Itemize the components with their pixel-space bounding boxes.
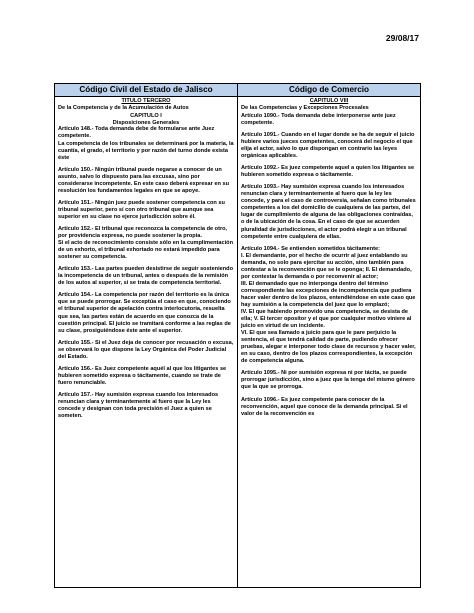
left-article-150: Artículo 150.- Ningún tribunal puede negarse a conocer de un asunto, salvo lo dispuesto para las excusas, sino por considerarse incompetente. En este caso deberá expresar en su resolución los fundamentos legales en que se apoye. xyxy=(58,166,229,194)
right-column-title: Código de Comercio xyxy=(237,84,420,96)
right-article-1093: Artículo 1093.- Hay sumisión expresa cuando los interesados renuncian clara y terminantemente al fuero que la ley les concede, y para el caso de controversia, señalan como tribunales competentes a los del domicilio de cualquiera de las partes, del lugar de cumplimiento de alguna de las obligaciones contraídas, o de la ubicación de la cosa. En el caso de que se acuerden pluralidad de jurisdicciones, el actor podrá elegir a un tribunal competente entre cualquiera de ellas. xyxy=(241,184,416,240)
civil-code-column xyxy=(55,97,237,587)
left-article-148: Artículo 148.- Toda demanda debe de formularse ante Juez competente. La competencia de los tribunales se determinará por la materia, la cuantía, el grado, el territorio y por razón del turno donde exista éste xyxy=(58,126,234,161)
left-section-subtitle: De la Competencia y de la Acumulación de Autos xyxy=(58,104,189,111)
right-article-1094: Artículo 1094.- Se entienden sometidos tácitamente: I. El demandante, por el hecho de ocurrir al juez entablando su demanda, no solo para ejercitar su acción, sino también para contestar a la reconvención que se le oponga; II. El demandado, por contestar la demanda o por reconvenir al actor; III. El demandado que no interponga dentro del término correspondiente las excepciones de incompetencia que pudiera hacer valer dentro de los plazos, entendiéndose en este caso que hay sumisión a la competencia del juez que lo emplazó; IV. El que habiendo promovido una competencia, se desista de ella; V. El tercer opositor y el que por cualquier motivo viniere al juicio en virtud de un incidente. VI. El que sea llamado a juicio para que le pare perjuicio la sentencia, el que tendrá calidad de parte, pudiendo ofrecer pruebas, alegar e interponer todo clase de recursos y hacer valer, en su caso, dentro de los plazos correspondientes, la excepción de competencia alguna. xyxy=(241,245,416,365)
left-article-155: Artículo 155.- Si el Juez deja de conocer por recusación o excusa, se observará lo que dispone la Ley Orgánica del Poder Judicial del Estado. xyxy=(58,339,234,360)
left-article-157: Artículo 157.- Hay sumisión expresa cuando los interesados renuncian clara y terminantemente al fuero que la Ley les concede y designan con toda precisión el Juez a quien se someten. xyxy=(58,391,219,420)
left-chapter: CAPITULO I xyxy=(130,112,162,119)
comparison-table xyxy=(54,83,421,588)
left-chapter-name: Disposiciones Generales xyxy=(112,119,180,126)
left-article-153: Artículo 153.- Las partes pueden desistirse de seguir sosteniendo la incompetencia de un tribunal, antes o después de la remisión de los autos al superior, si se trata de competencia territorial. xyxy=(58,266,234,287)
right-article-1096: Artículo 1096.- Es juez competente para conocer de la reconvención, aquel que conoce de la demanda principal. Si el valor de la reconvención es xyxy=(241,396,408,417)
right-section-subtitle: De las Competencias y Excepciones Procesales xyxy=(241,104,369,111)
commerce-code-column xyxy=(237,97,420,587)
left-section-title: TITULO TERCERO xyxy=(121,98,171,104)
table-body-row xyxy=(55,97,420,587)
left-article-156: Artículo 156.- Es Juez competente aquél al que los litigantes se hubieren sometido expresa o tácitamente, cuando se trate de fuero renunciable. xyxy=(58,365,227,386)
right-article-1090: Artículo 1090.- Toda demanda debe interponerse ante juez competente. xyxy=(241,112,396,126)
table-header-row xyxy=(55,84,420,97)
left-article-154: Artículo 154.- La competencia por razón del territorio es la única que se puede prorrogar. Se exceptúa el caso en que, conociendo el tribunal superior de apelación contra interlocutoria, resuelta que sea, las partes están de acuerdo en que conozca de la cuestión principal. El juicio se tramitará conforme a las reglas de su clase, prosiguiéndose éste ante el superior. xyxy=(58,292,231,334)
right-section-title: CAPITULO VIII xyxy=(309,98,349,104)
left-article-151: Artículo 151.- Ningún juez puede sostener competencia con su tribunal superior, pero sí con otro tribunal que aunque sea superior en su clase no ejerce jurisdicción sobre él. xyxy=(58,199,225,220)
document-date: 29/08/17 xyxy=(385,33,419,43)
right-article-1092: Artículo 1092.- Es juez competente aquel a quien los litigantes se hubieren sometido expresa o tácitamente. xyxy=(241,165,415,179)
left-column-title: Código Civil del Estado de Jalisco xyxy=(79,85,213,94)
right-article-1091: Artículo 1091.- Cuando en el lugar donde se ha de seguir el juicio hubiere varios jueces competentes, conocerá del negocio el que elija el actor, salvo lo que dispongan en contrario las leyes orgánicas aplicables. xyxy=(241,131,415,160)
left-article-152: Artículo 152.- El tribunal que reconozca la competencia de otro, por providencia expresa, no puede sostener la propia. Si el acto de reconocimiento consiste sólo en la cumplimentación de un exhorto, el tribunal exhortado no estará impedido para sostener su competencia. xyxy=(58,226,234,261)
right-article-1095: Artículo 1095.- Ni por sumisión expresa ni por tácita, se puede prorrogar jurisdicción, sino a juez que la tenga del mismo género que la que se prorroga. xyxy=(241,370,415,391)
